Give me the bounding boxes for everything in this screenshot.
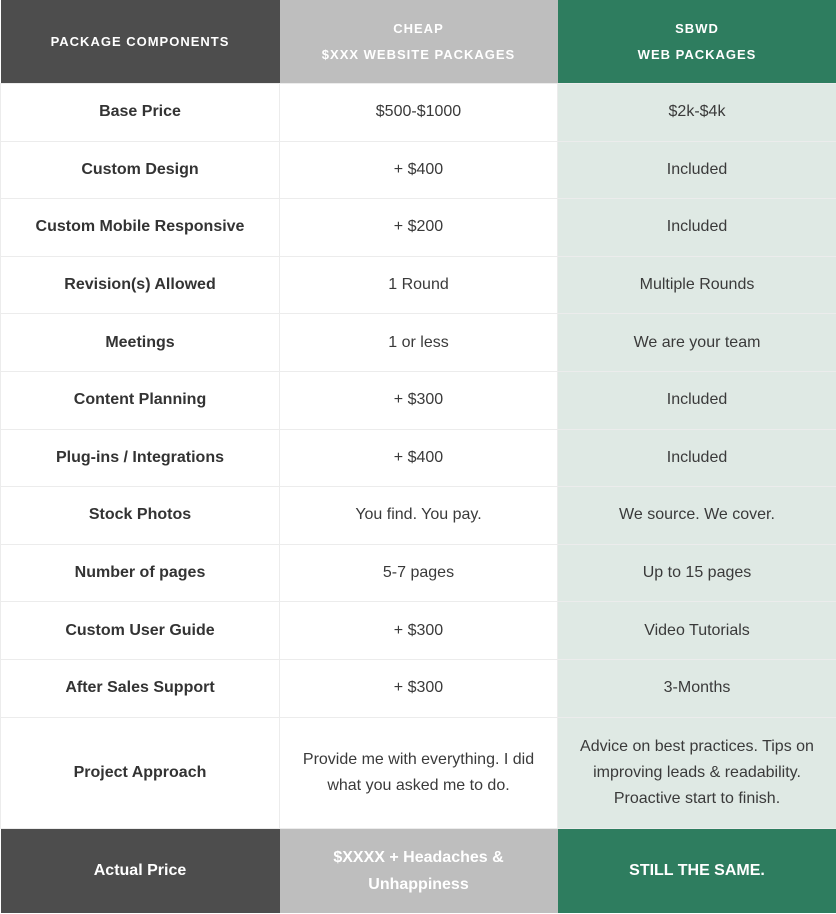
row-label: Revision(s) Allowed [1, 256, 280, 314]
cheap-value: 1 or less [280, 314, 558, 372]
cheap-value: + $300 [280, 371, 558, 429]
row-label: Stock Photos [1, 487, 280, 545]
row-label: Custom Design [1, 141, 280, 199]
header-package-components [1, 0, 280, 84]
cheap-value: You find. You pay. [280, 487, 558, 545]
row-label: Project Approach [1, 717, 280, 828]
table-row [1, 487, 836, 545]
row-label: Custom User Guide [1, 602, 280, 660]
cheap-value: + $200 [280, 199, 558, 257]
table-row [1, 256, 836, 314]
header-line: WEB PACKAGES [637, 46, 757, 62]
row-label: Plug-ins / Integrations [1, 429, 280, 487]
row-label: Base Price [1, 84, 280, 142]
table-row [1, 141, 836, 199]
cheap-value: 5-7 pages [280, 544, 558, 602]
sbwd-value: Included [558, 141, 836, 199]
footer-label: Actual Price [1, 828, 280, 913]
cheap-value: + $300 [280, 602, 558, 660]
sbwd-value: $2k-$4k [558, 84, 836, 142]
cheap-value: 1 Round [280, 256, 558, 314]
header-label: PACKAGE COMPONENTS [50, 33, 230, 49]
row-label: Number of pages [1, 544, 280, 602]
table-row [1, 371, 836, 429]
table-row [1, 84, 836, 142]
sbwd-value: Included [558, 199, 836, 257]
table-header-row [1, 0, 836, 84]
row-label: After Sales Support [1, 659, 280, 717]
sbwd-value: We source. We cover. [558, 487, 836, 545]
table-row [1, 717, 836, 828]
sbwd-value: Included [558, 371, 836, 429]
cheap-value: + $300 [280, 659, 558, 717]
header-cheap-packages [280, 0, 558, 84]
sbwd-value: Video Tutorials [558, 602, 836, 660]
cheap-value: $500-$1000 [280, 84, 558, 142]
sbwd-value: Multiple Rounds [558, 256, 836, 314]
cheap-value: + $400 [280, 429, 558, 487]
table-row [1, 314, 836, 372]
actual-price-row [1, 828, 836, 913]
table-row [1, 544, 836, 602]
footer-sbwd-value: STILL THE SAME. [558, 828, 836, 913]
table-row [1, 659, 836, 717]
header-line: $XXX WEBSITE PACKAGES [321, 46, 516, 62]
row-label: Content Planning [1, 371, 280, 429]
table-row [1, 429, 836, 487]
row-label: Custom Mobile Responsive [1, 199, 280, 257]
cheap-value: + $400 [280, 141, 558, 199]
footer-cheap-value: $XXXX + Headaches & Unhappiness [280, 828, 558, 913]
header-line: SBWD [675, 20, 719, 36]
header-sbwd-packages [558, 0, 836, 84]
header-line: CHEAP [393, 20, 444, 36]
table-row [1, 199, 836, 257]
sbwd-value: Up to 15 pages [558, 544, 836, 602]
sbwd-value: Advice on best practices. Tips on improving leads & readability. Proactive start to finish. [558, 717, 836, 828]
row-label: Meetings [1, 314, 280, 372]
table-row [1, 602, 836, 660]
cheap-value: Provide me with everything. I did what you asked me to do. [280, 717, 558, 828]
sbwd-value: Included [558, 429, 836, 487]
sbwd-value: 3-Months [558, 659, 836, 717]
sbwd-value: We are your team [558, 314, 836, 372]
